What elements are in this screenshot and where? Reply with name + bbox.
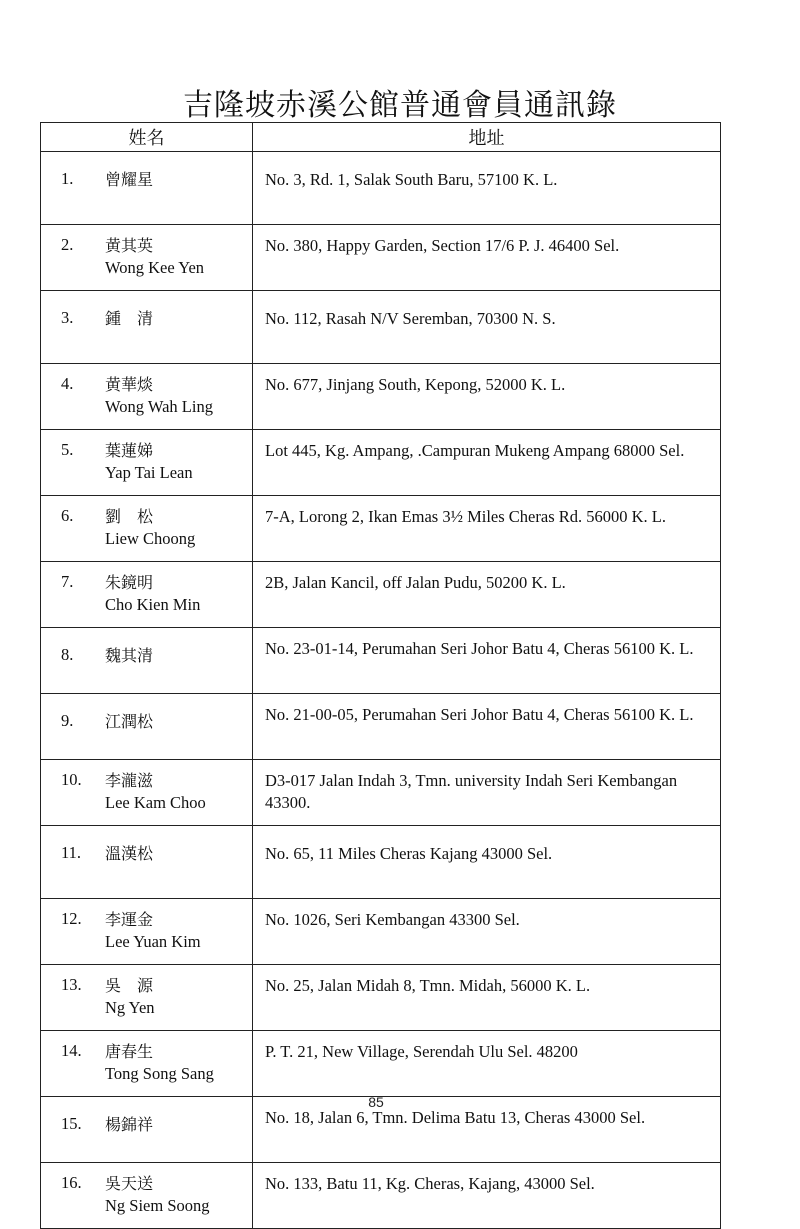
member-name-cell bbox=[41, 225, 253, 291]
row-number: 14. bbox=[61, 1041, 82, 1060]
chinese-name: 鍾 清 bbox=[105, 309, 154, 328]
member-names bbox=[105, 440, 193, 484]
member-name-cell bbox=[41, 694, 253, 760]
chinese-name: 吳 源 bbox=[105, 976, 154, 995]
column-header-address: 地址 bbox=[253, 123, 721, 152]
table-row bbox=[41, 430, 721, 496]
member-names bbox=[105, 169, 153, 191]
member-names bbox=[105, 711, 153, 733]
english-name: Liew Choong bbox=[105, 529, 196, 548]
chinese-name: 黄華㷋 bbox=[105, 375, 154, 394]
member-address: No. 25, Jalan Midah 8, Tmn. Midah, 56000 K. L. bbox=[253, 965, 721, 1031]
english-name: Yap Tai Lean bbox=[105, 463, 193, 482]
english-name: Lee Kam Choo bbox=[105, 793, 206, 812]
english-name: Tong Song Sang bbox=[105, 1064, 214, 1083]
row-number: 13. bbox=[61, 975, 82, 994]
member-name-cell bbox=[41, 1031, 253, 1097]
member-address: P. T. 21, New Village, Serendah Ulu Sel. 48200 bbox=[253, 1031, 721, 1097]
chinese-name: 曾耀星 bbox=[105, 170, 154, 189]
english-name: Ng Yen bbox=[105, 998, 155, 1017]
row-number: 5. bbox=[61, 440, 74, 459]
chinese-name: 唐春生 bbox=[105, 1042, 154, 1061]
row-number: 12. bbox=[61, 909, 82, 928]
row-number: 9. bbox=[61, 711, 74, 730]
member-address: No. 65, 11 Miles Cheras Kajang 43000 Sel. bbox=[253, 826, 721, 899]
row-number: 3. bbox=[61, 308, 74, 327]
chinese-name: 劉 松 bbox=[105, 507, 154, 526]
row-number: 16. bbox=[61, 1173, 82, 1192]
chinese-name: 李運金 bbox=[105, 910, 154, 929]
chinese-name: 黄其英 bbox=[105, 236, 154, 255]
table-row bbox=[41, 496, 721, 562]
member-name-cell bbox=[41, 628, 253, 694]
member-address: No. 1026, Seri Kembangan 43300 Sel. bbox=[253, 899, 721, 965]
member-name-cell bbox=[41, 965, 253, 1031]
page-title: 吉隆坡赤溪公館普通會員通訊錄 bbox=[183, 88, 617, 123]
member-names bbox=[105, 975, 155, 1019]
table-row bbox=[41, 1163, 721, 1229]
table-row bbox=[41, 225, 721, 291]
table-row bbox=[41, 364, 721, 430]
member-address: No. 133, Batu 11, Kg. Cheras, Kajang, 43000 Sel. bbox=[253, 1163, 721, 1229]
member-names bbox=[105, 843, 153, 865]
member-name-cell bbox=[41, 760, 253, 826]
member-address: 7-A, Lorong 2, Ikan Emas 3½ Miles Cheras Rd. 56000 K. L. bbox=[253, 496, 721, 562]
english-name: Wong Kee Yen bbox=[105, 258, 205, 277]
row-number: 1. bbox=[61, 169, 74, 188]
member-name-cell bbox=[41, 291, 253, 364]
row-number: 10. bbox=[61, 770, 82, 789]
member-address: Lot 445, Kg. Ampang, .Campuran Mukeng Ampang 68000 Sel. bbox=[253, 430, 721, 496]
member-address: D3-017 Jalan Indah 3, Tmn. university Indah Seri Kembangan 43300. bbox=[253, 760, 721, 826]
table-row bbox=[41, 628, 721, 694]
member-address: No. 18, Jalan 6, Tmn. Delima Batu 13, Cheras 43000 Sel. bbox=[253, 1097, 721, 1163]
chinese-name: 江潤松 bbox=[105, 712, 154, 731]
row-number: 4. bbox=[61, 374, 74, 393]
member-names bbox=[105, 909, 201, 953]
table-row bbox=[41, 826, 721, 899]
member-address: No. 21-00-05, Perumahan Seri Johor Batu 4, Cheras 56100 K. L. bbox=[253, 694, 721, 760]
english-name: Ng Siem Soong bbox=[105, 1196, 210, 1215]
chinese-name: 李瀧滋 bbox=[105, 771, 154, 790]
table-row bbox=[41, 965, 721, 1031]
member-address: No. 112, Rasah N/V Seremban, 70300 N. S. bbox=[253, 291, 721, 364]
member-name-cell bbox=[41, 1163, 253, 1229]
member-directory-table bbox=[40, 122, 721, 1229]
table-row bbox=[41, 291, 721, 364]
row-number: 8. bbox=[61, 645, 74, 664]
row-number: 11. bbox=[61, 843, 82, 862]
member-address: 2B, Jalan Kancil, off Jalan Pudu, 50200 K. L. bbox=[253, 562, 721, 628]
row-number: 15. bbox=[61, 1114, 82, 1133]
table-row bbox=[41, 694, 721, 760]
row-number: 6. bbox=[61, 506, 74, 525]
member-address: No. 23-01-14, Perumahan Seri Johor Batu 4, Cheras 56100 K. L. bbox=[253, 628, 721, 694]
table-row bbox=[41, 899, 721, 965]
member-name-cell bbox=[41, 364, 253, 430]
member-name-cell bbox=[41, 496, 253, 562]
column-header-name: 姓名 bbox=[41, 123, 253, 152]
member-names bbox=[105, 235, 204, 279]
page-number: 85 bbox=[368, 1094, 384, 1110]
member-name-cell bbox=[41, 152, 253, 225]
chinese-name: 溫漢松 bbox=[105, 844, 154, 863]
member-name-cell bbox=[41, 826, 253, 899]
chinese-name: 魏其清 bbox=[105, 646, 154, 665]
member-name-cell bbox=[41, 562, 253, 628]
table-row bbox=[41, 562, 721, 628]
member-names bbox=[105, 572, 200, 616]
member-names bbox=[105, 374, 213, 418]
member-address: No. 380, Happy Garden, Section 17/6 P. J. 46400 Sel. bbox=[253, 225, 721, 291]
chinese-name: 吳天送 bbox=[105, 1174, 154, 1193]
row-number: 7. bbox=[61, 572, 74, 591]
chinese-name: 朱鏡明 bbox=[105, 573, 154, 592]
table-header-row bbox=[41, 123, 721, 152]
member-name-cell bbox=[41, 899, 253, 965]
row-number: 2. bbox=[61, 235, 74, 254]
member-address: No. 677, Jinjang South, Kepong, 52000 K. L. bbox=[253, 364, 721, 430]
english-name: Cho Kien Min bbox=[105, 595, 201, 614]
table-row bbox=[41, 152, 721, 225]
member-address: No. 3, Rd. 1, Salak South Baru, 57100 K. L. bbox=[253, 152, 721, 225]
english-name: Wong Wah Ling bbox=[105, 397, 213, 416]
member-names bbox=[105, 308, 153, 330]
member-names bbox=[105, 1114, 153, 1136]
member-names bbox=[105, 506, 195, 550]
member-name-cell bbox=[41, 430, 253, 496]
table-row bbox=[41, 1031, 721, 1097]
english-name: Lee Yuan Kim bbox=[105, 932, 201, 951]
member-names bbox=[105, 645, 153, 667]
chinese-name: 葉蓮娣 bbox=[105, 441, 154, 460]
table-row bbox=[41, 760, 721, 826]
member-names bbox=[105, 770, 206, 814]
chinese-name: 楊錦祥 bbox=[105, 1115, 154, 1134]
member-names bbox=[105, 1041, 214, 1085]
member-names bbox=[105, 1173, 210, 1217]
